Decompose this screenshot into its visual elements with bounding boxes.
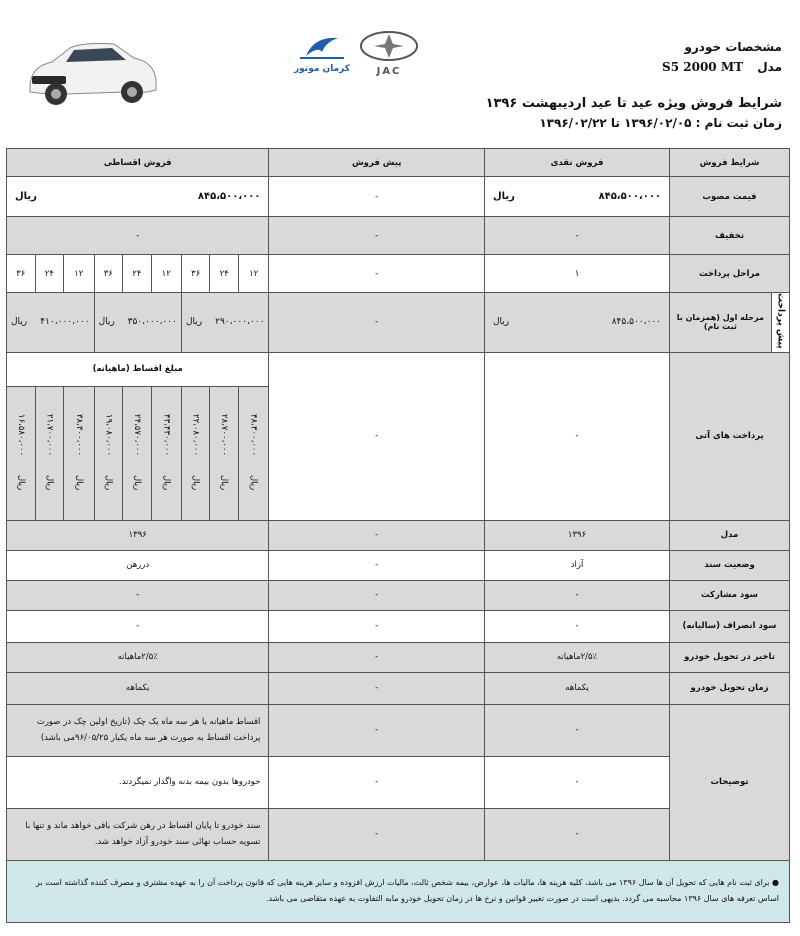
delivery-presale: - — [269, 672, 485, 704]
notes-row-1 — [7, 704, 790, 756]
doc-status-cash: آزاد — [484, 550, 669, 580]
notes-1-presale: - — [269, 704, 485, 756]
payment-stages-row — [7, 255, 790, 293]
reg-from: ۱۳۹۶/۰۲/۰۵ — [624, 116, 692, 130]
delay-cash: ۲/۵٪ماهیانه — [484, 642, 669, 672]
monthly-installment-cell: ریال ۲۴،۵۷۰،۰۰۰ — [123, 386, 151, 520]
stage-cell: ۳۶ — [94, 255, 122, 293]
approved-price-presale: - — [269, 177, 485, 217]
doc-status-presale: - — [269, 550, 485, 580]
approved-price-label: قیمت مصوب — [670, 177, 790, 217]
model-row-presale: - — [269, 520, 485, 550]
delay-label: تاخیر در تحویل خودرو — [670, 642, 790, 672]
future-presale: - — [269, 352, 485, 520]
approved-price-installment: ۸۴۵،۵۰۰،۰۰۰ ریال — [7, 177, 269, 217]
stage-cell: ۳۶ — [182, 255, 210, 293]
notes-1-installment: اقساط ماهیانه یا هر سه ماه یک چک (تاریخ اولین چک در صورت پرداخت اقساط به صورت هر سه ماه یکبار ۹۶/۰۵/۲۵می باشد) — [7, 704, 269, 756]
jac-logo — [356, 30, 422, 76]
doc-status-row — [7, 550, 790, 580]
notes-2-installment: خودروها بدون بیمه بدنه واگذار نمیگردند. — [7, 756, 269, 808]
cancel-profit-label: سود انصراف (سالیانه) — [670, 610, 790, 642]
monthly-installment-cell: ریال ۲۸،۷۰۰،۰۰۰ — [210, 386, 238, 520]
reg-to: ۱۳۹۶/۰۲/۲۲ — [539, 116, 607, 130]
sales-conditions-table — [6, 148, 790, 923]
approved-price-cash: ۸۴۵،۵۰۰،۰۰۰ ریال — [484, 177, 669, 217]
partnership-installment: - — [7, 580, 269, 610]
footer-row — [7, 860, 790, 922]
stage-cell: ۲۴ — [123, 255, 151, 293]
partnership-presale: - — [269, 580, 485, 610]
kerman-logo-icon — [292, 32, 352, 60]
notes-3-installment: سند خودرو تا پایان اقساط در رهن شرکت باقی خواهد ماند و تنها با تسویه حساب نهائی سند خودرو آزاد خواهد شد. — [7, 808, 269, 860]
stage-cell: ۱۲ — [64, 255, 95, 293]
notes-label: توضیحات — [670, 704, 790, 860]
head-conditions: شرایط فروش — [670, 149, 790, 177]
stages-label: مراحل پرداخت — [670, 255, 790, 293]
model-row-cash: ۱۳۹۶ — [484, 520, 669, 550]
jac-emblem-icon — [356, 30, 422, 62]
prepay-installment-12: ۲۹۰،۰۰۰،۰۰۰ ریال — [182, 293, 269, 353]
stage-cell: ۱۲ — [238, 255, 269, 293]
partnership-label: سود مشارکت — [670, 580, 790, 610]
approved-price-row — [7, 177, 790, 217]
stage-cell: ۱۲ — [151, 255, 182, 293]
monthly-installment-cell: ریال ۴۸،۳۰۰،۰۰۰ — [238, 386, 269, 520]
car-image — [22, 32, 162, 110]
delivery-row — [7, 672, 790, 704]
stage-cell: ۳۶ — [7, 255, 36, 293]
cancel-profit-cash: - — [484, 610, 669, 642]
reg-to-word: تا — [610, 116, 620, 130]
notes-2-cash: - — [484, 756, 669, 808]
discount-cash: - — [484, 217, 669, 255]
discount-row — [7, 217, 790, 255]
jac-logo-text: JAC — [376, 66, 402, 77]
prepay-group-label: پیش پرداخت — [771, 293, 789, 353]
partnership-cash: - — [484, 580, 669, 610]
kerman-motor-logo — [292, 32, 352, 74]
notes-3-cash: - — [484, 808, 669, 860]
model-row-installment: ۱۳۹۶ — [7, 520, 269, 550]
discount-installment: - — [7, 217, 269, 255]
monthly-installment-label: مبلغ اقساط (ماهیانه) — [7, 352, 269, 386]
prepay-installment-24: ۳۵۰،۰۰۰،۰۰۰ ریال — [94, 293, 181, 353]
model-line — [662, 60, 782, 74]
delay-presale: - — [269, 642, 485, 672]
monthly-installment-cell: ریال ۱۶،۵۸۰،۰۰۰ — [7, 386, 36, 520]
head-cash: فروش نقدی — [484, 149, 669, 177]
registration-period — [539, 116, 782, 130]
head-presale: پیش فروش — [269, 149, 485, 177]
footer-note: ● برای ثبت نام هایی که تحویل آن ها سال ۱۳۹۶ می باشد، کلیه هزینه ها، مالیات ها، عوارض، بیمه شخص ثالث، مالیات ارزش افزوده و سایر هزینه هایی که قانون پرداخت آن را به عهده مشتری و مصرف کننده گذاشته است بر اساس تعرفه های سال ۱۳۹۶ محاسبه می گردد. بدیهی است در صورت تغییر قوانین و نرخ ها در زمان تحویل خودرو مابه التفاوت به عهده متقاضی می باشد. — [7, 860, 790, 922]
prepay-label: مرحله اول (همزمان با ثبت نام) — [670, 293, 772, 353]
model-label: مدل — [757, 60, 782, 74]
prepay-presale: - — [269, 293, 485, 353]
notes-3-presale: - — [269, 808, 485, 860]
discount-label: تخفیف — [670, 217, 790, 255]
doc-status-installment: دررهن — [7, 550, 269, 580]
model-row-label: مدل — [670, 520, 790, 550]
stage-cell: ۲۴ — [35, 255, 63, 293]
delay-row — [7, 642, 790, 672]
cancel-profit-presale: - — [269, 610, 485, 642]
page-header — [0, 0, 800, 140]
table-header-row — [7, 149, 790, 177]
head-installment: فروش اقساطی — [7, 149, 269, 177]
delivery-cash: یکماهه — [484, 672, 669, 704]
doc-status-label: وضعیت سند — [670, 550, 790, 580]
page-title: شرایط فروش ویژه عید تا عید اردیبهشت ۱۳۹۶ — [485, 96, 782, 111]
stage-cell: ۲۴ — [210, 255, 238, 293]
model-row — [7, 520, 790, 550]
model-value: S5 2000 MT — [662, 60, 744, 74]
discount-presale: - — [269, 217, 485, 255]
reg-label: زمان ثبت نام : — [695, 116, 782, 130]
delivery-label: زمان تحویل خودرو — [670, 672, 790, 704]
stages-cash: ۱ — [484, 255, 669, 293]
notes-2-presale: - — [269, 756, 485, 808]
future-cash: - — [484, 352, 669, 520]
prepayment-row — [7, 293, 790, 353]
delivery-installment: یکماهه — [7, 672, 269, 704]
monthly-installment-cell: ریال ۱۹،۰۸۰،۰۰۰ — [94, 386, 122, 520]
future-payments-head-row — [7, 352, 790, 386]
notes-1-cash: - — [484, 704, 669, 756]
cancel-profit-installment: - — [7, 610, 269, 642]
monthly-installment-cell: ریال ۳۸،۳۰۰،۰۰۰ — [64, 386, 95, 520]
monthly-installment-cell: ریال ۴۳،۴۳۰،۰۰۰ — [151, 386, 182, 520]
partnership-row — [7, 580, 790, 610]
kerman-logo-text: کرمان موتور — [293, 64, 351, 74]
monthly-installment-cell: ریال ۲۲،۰۸۰،۰۰۰ — [182, 386, 210, 520]
delay-installment: ۲/۵٪ماهیانه — [7, 642, 269, 672]
specs-label: مشخصات خودرو — [684, 40, 782, 54]
prepay-cash: ۸۴۵،۵۰۰،۰۰۰ ریال — [484, 293, 669, 353]
stages-presale: - — [269, 255, 485, 293]
cancel-profit-row — [7, 610, 790, 642]
monthly-installment-cell: ریال ۲۱،۷۰۰،۰۰۰ — [35, 386, 63, 520]
prepay-installment-36: ۴۱۰،۰۰۰،۰۰۰ ریال — [7, 293, 95, 353]
future-label: پرداخت های آتی — [670, 352, 790, 520]
